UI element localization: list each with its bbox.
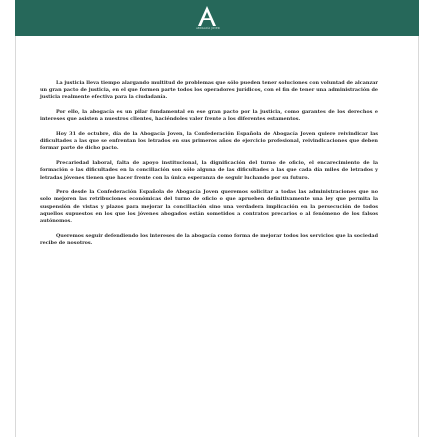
paragraph: Queremos seguir defendiendo los intereses de la abogacía como forma de mejorar todos los servicios que la sociedad recibe de nosotros. xyxy=(40,232,378,246)
paragraph: Precariedad laboral, falta de apoyo institucional, la dignificación del turno de oficio, el encarecimiento de la formación o las dificultades en la conciliación son sólo alguna de las dificultades a las que cada día miles de letrados y letradas jóvenes tienen que hacer frente con la única esperanza de seguir luchando por su futuro. xyxy=(40,160,378,181)
paragraph: Hoy 31 de octubre, día de la Abogacía Joven, la Confederación Española de Abogacía Joven quiere reivindicar las dificultades a las que se enfrentan los letrados en sus primeros años de ejercicio profesional, reivindicaciones que deben formar parte de dicho pacto. xyxy=(40,131,378,152)
document-body xyxy=(40,80,378,255)
paragraph: Por ello, la abogacía es un pilar fundamental en ese gran pacto por la justicia, como garantes de los derechos e intereses que asisten a nuestros clientes, haciéndoles valer frente a los diferentes estamentos. xyxy=(40,109,378,123)
paragraph: Pero desde la Confederación Española de Abogacía Joven queremos solicitar a todas las administraciones que no solo mejoren las retribuciones económicas del turno de oficio o que aprueben definitivamente una ley que permita la suspensión de vistas y plazos para mejorar la conciliación sino una verdadera implicación en la persecución de todos aquellos supuestos en los que los jóvenes abogados están sometidos a contratos precarios o al fenómeno de los falsos autónomos. xyxy=(40,189,378,225)
logo-subtitle: ABOGACÍA JOVEN xyxy=(196,27,220,30)
paragraph: La justicia lleva tiempo alargando multitud de problemas que sólo pueden tener soluciones con voluntad de alcanzar un gran pacto de justicia, en el que formen parte todos los operadores jurídicos, con el fin de tener una administración de justicia realmente efectiva para la ciudadanía. xyxy=(40,80,378,101)
